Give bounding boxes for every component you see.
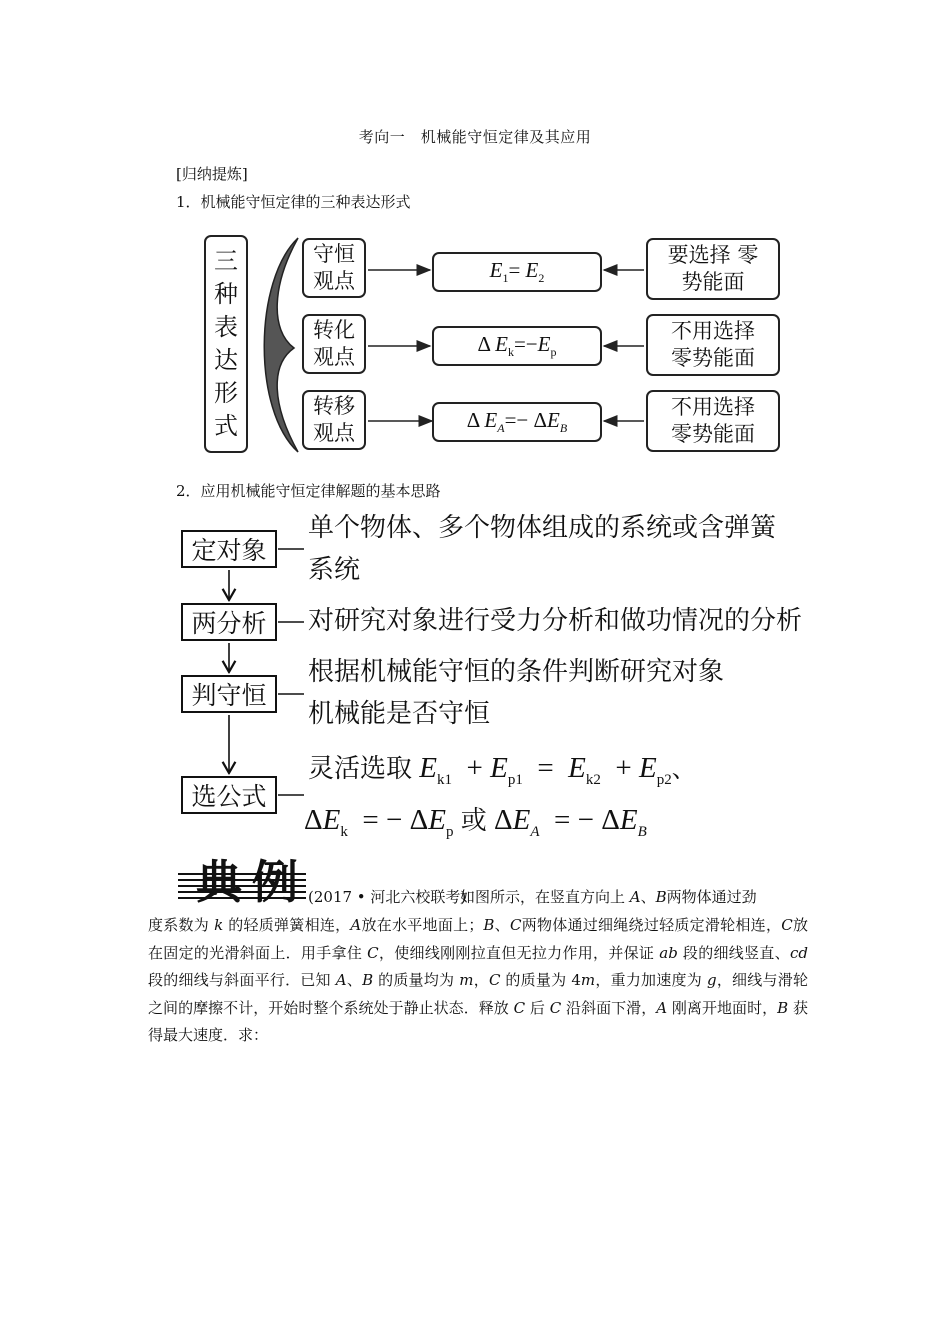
step1-desc-line1: 单个物体、多个物体组成的系统或含弹簧 [308, 513, 777, 543]
step-box: 定对象 [181, 530, 277, 568]
note-label: 不用选择 [671, 395, 755, 419]
step2-desc: 对研究对象进行受力分析和做功情况的分析 [308, 606, 803, 636]
view-label: 转移 [313, 394, 355, 418]
left-label-char: 三 [214, 247, 238, 275]
heading-1: 1．机械能守恒定律的三种表达形式 [176, 193, 411, 211]
formula-box-3: Δ $E_A=- \Delta E_B$ [432, 402, 602, 442]
formula-line-1: 灵活选取 $E_{k1} + E_{p1} = E_{k2} + E_{p2}$、 [308, 752, 696, 788]
formula-line-2: $\Delta E_k$ = − $\Delta E_p$ 或 $\Delta E_A$ = − $\Delta E_B$ [304, 804, 647, 840]
formula-box-2: Δ $E_k=-E_p$ [432, 326, 602, 366]
section-label: [归纳提炼] [176, 165, 248, 183]
step3-desc-line1: 根据机械能守恒的条件判断研究对象 [308, 657, 725, 687]
note-label: 不用选择 [671, 319, 755, 343]
note-label: 零势能面 [671, 422, 755, 446]
example-source: (2017 • 河北六校联考) [308, 888, 467, 906]
left-label-char: 种 [214, 280, 238, 308]
heading-2: 2．应用机械能守恒定律解题的基本思路 [176, 482, 441, 500]
view-label: 转化 [313, 318, 355, 342]
note-label: 要选择 零 [667, 243, 759, 267]
step-box: 判守恒 [181, 675, 277, 713]
view-label: 观点 [313, 345, 355, 369]
left-label-char: 表 [214, 313, 238, 341]
view-label: 观点 [313, 421, 355, 445]
step3-desc-line2: 机械能是否守恒 [308, 699, 491, 729]
left-label-char: 式 [214, 412, 238, 440]
note-label: 零势能面 [671, 346, 755, 370]
left-label-char: 达 [214, 346, 238, 374]
view-label: 守恒 [313, 242, 355, 266]
formula-or: 或 [460, 806, 487, 836]
formula-box-1: $E_1= E_2$ [432, 252, 602, 292]
left-label-char: 形 [214, 379, 238, 407]
problem-text: 度系数为 k 的轻质弹簧相连，A放在水平地面上；B、C两物体通过细绳绕过轻质定滑轮相连，C放在固定的光滑斜面上．用手拿住 C，使细线刚刚拉直但无拉力作用，并保证 ab 段的细线竖直、cd 段的细线与斜面平行．已知 A、B 的质量均为 m，C 的质量为 4m，重力加速度为 g，细线与滑轮之间的摩擦不计，开始时整个系统处于静止状态．释放 C 后 C 沿斜面下滑，A 刚离开地面时，B 获得最大速度．求： [148, 916, 808, 1044]
problem-line-1: 如图所示，在竖直方向上 A、B两物体通过劲 [460, 888, 757, 906]
formula-prefix: 灵活选取 [308, 754, 413, 784]
page-title: 考向一 机械能守恒定律及其应用 [358, 128, 592, 146]
example-label: 典例 [196, 855, 308, 909]
view-label: 观点 [313, 269, 355, 293]
diagram1-arrows [0, 0, 950, 470]
step-box: 选公式 [181, 776, 277, 814]
step1-desc-line2: 系统 [308, 555, 361, 585]
step-box: 两分析 [181, 603, 277, 641]
note-label: 势能面 [681, 270, 745, 294]
